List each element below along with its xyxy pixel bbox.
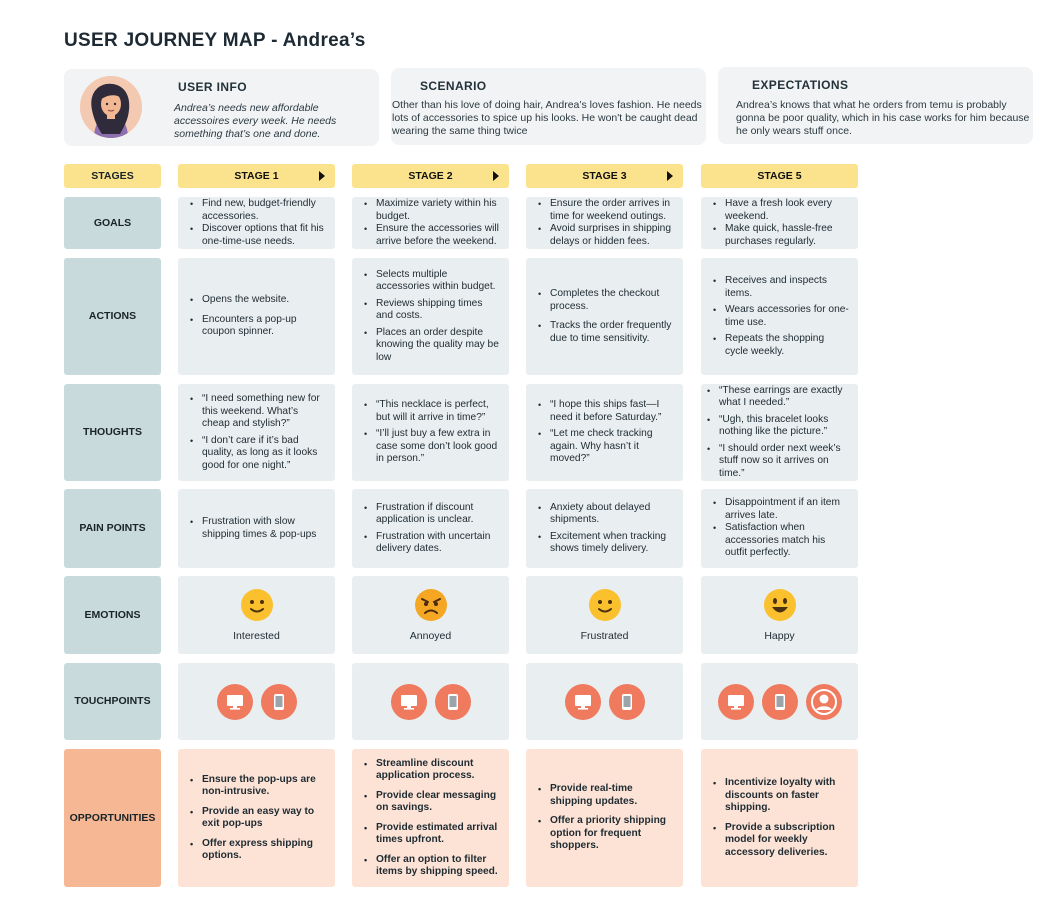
row-label-thoughts: THOUGHTS bbox=[64, 384, 161, 481]
play-arrow-icon bbox=[667, 171, 673, 181]
stage-header-1 bbox=[178, 164, 335, 188]
desktop-icon bbox=[565, 684, 601, 720]
list-item: • “I should order next week’s stuff now so it arrives on time.” bbox=[707, 443, 856, 481]
stage-header-label: STAGE 3 bbox=[582, 169, 627, 182]
list-item: • Places an order despite knowing the quality may be low bbox=[364, 327, 501, 365]
pain-points-cell bbox=[526, 489, 683, 568]
actions-cell bbox=[701, 258, 858, 375]
play-arrow-icon bbox=[493, 171, 499, 181]
play-arrow-icon bbox=[319, 171, 325, 181]
angry-face-icon bbox=[414, 588, 448, 622]
list-item: • Completes the checkout process. bbox=[538, 288, 675, 313]
thoughts-cell bbox=[178, 384, 335, 481]
list-item: • Selects multiple accessories within budget. bbox=[364, 269, 501, 294]
stage-header-3 bbox=[526, 164, 683, 188]
list-item: • Opens the website. bbox=[190, 294, 327, 307]
emotion-cell bbox=[352, 576, 509, 654]
goals-cell bbox=[352, 197, 509, 249]
list-item: • Frustration if discount application is unclear. bbox=[364, 502, 501, 527]
list-item: • Provide estimated arrival times upfront. bbox=[364, 822, 501, 847]
scenario-text: Other than his love of doing hair, Andrea’s loves fashion. He needs lots of accessories to spice up his looks. He won't be caught dead wearing the same thing twice bbox=[392, 99, 702, 137]
touchpoints-cell bbox=[178, 663, 335, 740]
list-item: • “I need something new for this weekend. What’s cheap and stylish?” bbox=[190, 393, 327, 431]
list-item: • Frustration with uncertain delivery dates. bbox=[364, 531, 501, 556]
list-item: • “These earrings are exactly what I needed.” bbox=[707, 385, 856, 410]
list-item: • Offer an option to filter items by shipping speed. bbox=[364, 854, 501, 879]
emotion-label: Interested bbox=[233, 629, 280, 642]
list-item: • Streamline discount application process. bbox=[364, 758, 501, 783]
list-item: • Provide a subscription model for weekly accessory deliveries. bbox=[713, 822, 850, 860]
stage-header-4 bbox=[701, 164, 858, 188]
stage-header-2 bbox=[352, 164, 509, 188]
actions-cell bbox=[178, 258, 335, 375]
emotion-cell bbox=[701, 576, 858, 654]
expectations-text: Andrea’s knows that what he orders from temu is probably gonna be poor quality, which in his case works for him because he only wears stuff once. bbox=[736, 99, 1030, 137]
emotion-label: Happy bbox=[764, 629, 795, 642]
list-item: • Wears accessories for one-time use. bbox=[713, 304, 850, 329]
stages-label: STAGES bbox=[64, 164, 161, 188]
person-icon bbox=[806, 684, 842, 720]
phone-icon bbox=[261, 684, 297, 720]
emotion-label: Annoyed bbox=[409, 629, 452, 642]
row-label-goals: GOALS bbox=[64, 197, 161, 249]
list-item: • Encounters a pop-up coupon spinner. bbox=[190, 314, 327, 339]
list-item: • Provide an easy way to exit pop-ups bbox=[190, 806, 327, 831]
list-item: • “I hope this ships fast—I need it before Saturday.” bbox=[538, 399, 675, 424]
row-label-pain-points: PAIN POINTS bbox=[64, 489, 161, 568]
list-item: • Provide clear messaging on savings. bbox=[364, 790, 501, 815]
grinning-face-icon bbox=[763, 588, 797, 622]
list-item: • Provide real-time shipping updates. bbox=[538, 783, 675, 808]
list-item: • Maximize variety within his budget. bbox=[364, 198, 501, 223]
touchpoints-cell bbox=[526, 663, 683, 740]
list-item: • Excitement when tracking shows timely delivery. bbox=[538, 531, 675, 556]
stage-header-label: STAGE 1 bbox=[234, 169, 279, 182]
row-label-touchpoints: TOUCHPOINTS bbox=[64, 663, 161, 740]
pain-points-cell bbox=[701, 489, 858, 568]
emotion-cell bbox=[526, 576, 683, 654]
opportunities-cell bbox=[178, 749, 335, 887]
emotion-label: Frustrated bbox=[580, 629, 629, 642]
touchpoints-cell bbox=[352, 663, 509, 740]
goals-cell bbox=[701, 197, 858, 249]
phone-icon bbox=[762, 684, 798, 720]
smiling-face-icon bbox=[588, 588, 622, 622]
list-item: • Disappointment if an item arrives late. bbox=[713, 497, 850, 522]
list-item: • “I’ll just buy a few extra in case some don’t look good in person.” bbox=[364, 428, 501, 466]
goals-cell bbox=[526, 197, 683, 249]
list-item: • Avoid surprises in shipping delays or hidden fees. bbox=[538, 223, 675, 248]
thoughts-cell bbox=[526, 384, 683, 481]
expectations-heading: EXPECTATIONS bbox=[752, 78, 849, 92]
pain-points-cell bbox=[178, 489, 335, 568]
pain-points-cell bbox=[352, 489, 509, 568]
actions-cell bbox=[526, 258, 683, 375]
row-label-emotions: EMOTIONS bbox=[64, 576, 161, 654]
list-item: • Discover options that fit his one-time-use needs. bbox=[190, 223, 327, 248]
list-item: • “Let me check tracking again. Why hasn’t it moved?” bbox=[538, 428, 675, 466]
actions-cell bbox=[352, 258, 509, 375]
touchpoints-cell bbox=[701, 663, 858, 740]
desktop-icon bbox=[391, 684, 427, 720]
list-item: • Tracks the order frequently due to time sensitivity. bbox=[538, 320, 675, 345]
stage-header-label: STAGE 5 bbox=[757, 169, 802, 182]
row-label-actions: ACTIONS bbox=[64, 258, 161, 375]
list-item: • Offer express shipping options. bbox=[190, 838, 327, 863]
stage-header-label: STAGE 2 bbox=[408, 169, 453, 182]
desktop-icon bbox=[718, 684, 754, 720]
list-item: • “I don’t care if it’s bad quality, as long as it looks good for one night.” bbox=[190, 435, 327, 473]
user-info-text: Andrea’s needs new affordable accessoires every week. He needs something that’s one and done. bbox=[174, 102, 337, 140]
opportunities-cell bbox=[352, 749, 509, 887]
list-item: • Ensure the pop-ups are non-intrusive. bbox=[190, 774, 327, 799]
list-item: • Incentivize loyalty with discounts on faster shipping. bbox=[713, 777, 850, 815]
opportunities-cell bbox=[526, 749, 683, 887]
list-item: • “This necklace is perfect, but will it arrive in time?” bbox=[364, 399, 501, 424]
list-item: • Have a fresh look every weekend. bbox=[713, 198, 850, 223]
opportunities-cell bbox=[701, 749, 858, 887]
scenario-heading: SCENARIO bbox=[420, 79, 487, 93]
thoughts-cell bbox=[701, 384, 858, 481]
goals-cell bbox=[178, 197, 335, 249]
desktop-icon bbox=[217, 684, 253, 720]
list-item: • Find new, budget-friendly accessories. bbox=[190, 198, 327, 223]
list-item: • Satisfaction when accessories match his outfit perfectly. bbox=[713, 522, 850, 560]
list-item: • “Ugh, this bracelet looks nothing like the picture.” bbox=[707, 414, 856, 439]
user-info-heading: USER INFO bbox=[178, 80, 247, 94]
list-item: • Reviews shipping times and costs. bbox=[364, 298, 501, 323]
list-item: • Make quick, hassle-free purchases regularly. bbox=[713, 223, 850, 248]
page-title: USER JOURNEY MAP - Andrea’s bbox=[64, 30, 366, 51]
list-item: • Repeats the shopping cycle weekly. bbox=[713, 333, 850, 358]
user-avatar bbox=[80, 76, 142, 138]
emotion-cell bbox=[178, 576, 335, 654]
list-item: • Receives and inspects items. bbox=[713, 275, 850, 300]
phone-icon bbox=[435, 684, 471, 720]
row-label-opportunities: OPPORTUNITIES bbox=[64, 749, 161, 887]
list-item: • Anxiety about delayed shipments. bbox=[538, 502, 675, 527]
thoughts-cell bbox=[352, 384, 509, 481]
phone-icon bbox=[609, 684, 645, 720]
list-item: • Frustration with slow shipping times & pop-ups bbox=[190, 516, 327, 541]
smiling-face-icon bbox=[240, 588, 274, 622]
list-item: • Ensure the accessories will arrive before the weekend. bbox=[364, 223, 501, 248]
list-item: • Offer a priority shipping option for frequent shoppers. bbox=[538, 815, 675, 853]
list-item: • Ensure the order arrives in time for weekend outings. bbox=[538, 198, 675, 223]
